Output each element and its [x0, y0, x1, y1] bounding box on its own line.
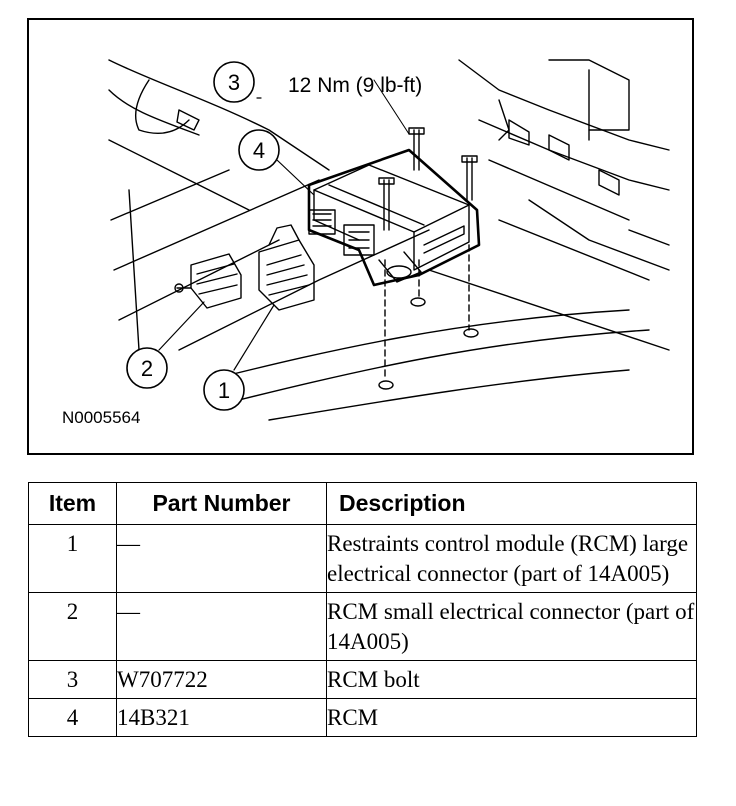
header-description: Description — [327, 483, 697, 525]
torque-spec-label: 12 Nm (9 lb-ft) — [288, 74, 423, 97]
small-electrical-connector — [175, 254, 241, 308]
item-number: 1 — [29, 525, 117, 593]
part-number: — — [117, 525, 327, 593]
part-description: RCM small electrical connector (part of 14A005) — [327, 593, 697, 661]
item-number: 4 — [29, 699, 117, 737]
table-row — [29, 661, 697, 699]
callout-leaders — [159, 98, 314, 370]
parts-table — [28, 482, 697, 737]
table-header-row — [29, 483, 697, 525]
header-part-number: Part Number — [117, 483, 327, 525]
callout-1-label: 1 — [217, 378, 231, 403]
header-item: Item — [29, 483, 117, 525]
part-number: 14B321 — [117, 699, 327, 737]
callout-2-label: 2 — [140, 356, 154, 381]
table-row — [29, 525, 697, 593]
vehicle-floor-structure — [109, 60, 669, 420]
figure-reference-code: N0005564 — [62, 408, 141, 427]
item-number: 3 — [29, 661, 117, 699]
table-row — [29, 593, 697, 661]
part-number: — — [117, 593, 327, 661]
part-number: W707722 — [117, 661, 327, 699]
part-description: Restraints control module (RCM) large electrical connector (part of 14A005) — [327, 525, 697, 593]
part-description: RCM — [327, 699, 697, 737]
callout-3-label: 3 — [227, 70, 241, 95]
part-description: RCM bolt — [327, 661, 697, 699]
callout-4-label: 4 — [252, 138, 266, 163]
table-row — [29, 699, 697, 737]
diagram-frame — [27, 18, 694, 455]
item-number: 2 — [29, 593, 117, 661]
large-electrical-connector — [259, 225, 314, 310]
